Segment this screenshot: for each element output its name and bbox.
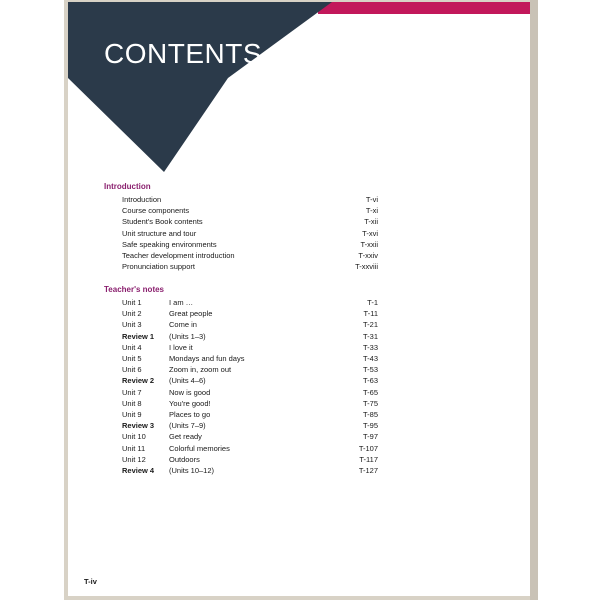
toc-unit-title: Get ready — [169, 432, 202, 442]
toc-row — [122, 454, 378, 465]
toc-entry-label: Unit structure and tour — [122, 228, 197, 238]
toc-entry-label: Introduction — [122, 195, 162, 204]
document-page — [68, 2, 530, 596]
toc-entry-label: Pronunciation support — [122, 262, 195, 272]
toc-page-number: T-21 — [362, 320, 378, 330]
toc-page-number: T-97 — [362, 432, 378, 442]
toc-unit-label: Unit 7 — [122, 387, 142, 397]
toc-row — [122, 387, 378, 398]
toc-unit-title: You're good! — [169, 398, 211, 408]
banner-shape — [68, 2, 332, 172]
toc-page-number: T-65 — [362, 387, 378, 397]
toc-page-number: T-vi — [365, 195, 378, 204]
toc-unit-title: I love it — [169, 342, 193, 352]
toc-unit-label: Unit 8 — [122, 398, 142, 408]
toc-page-number: T-1 — [367, 298, 378, 307]
page-edge-shadow — [530, 0, 538, 600]
toc-unit-label: Review 4 — [122, 466, 155, 475]
toc-row — [122, 194, 378, 205]
toc-unit-label: Unit 12 — [122, 454, 146, 464]
toc-unit-title: (Units 4–6) — [169, 376, 206, 386]
toc-row — [122, 261, 378, 272]
toc-unit-title: Come in — [169, 320, 197, 330]
toc-unit-title: Colorful memories — [169, 443, 230, 453]
toc-unit-title: Places to go — [169, 410, 211, 419]
toc-page-number: T-xxiv — [358, 251, 378, 260]
page-number: T-iv — [84, 577, 97, 586]
toc-row — [122, 216, 378, 227]
section-heading-introduction: Introduction — [104, 182, 151, 191]
toc-unit-label: Review 1 — [122, 331, 155, 341]
toc-unit-title: Mondays and fun days — [169, 354, 245, 363]
toc-unit-title: Now is good — [169, 387, 211, 397]
toc-page-number: T-43 — [362, 354, 378, 363]
toc-entry-label: Teacher development introduction — [122, 251, 235, 260]
toc-page-number: T-95 — [362, 421, 378, 431]
toc-unit-label: Unit 10 — [122, 432, 146, 442]
toc-row — [122, 228, 378, 239]
toc-page-number: T-117 — [359, 454, 378, 464]
toc-page-number: T-xxviii — [355, 262, 378, 272]
toc-row — [122, 331, 378, 342]
toc-unit-label: Unit 4 — [122, 342, 142, 352]
toc-page-number: T-33 — [362, 342, 378, 352]
toc-unit-label: Unit 2 — [122, 309, 142, 319]
toc-unit-title: I am … — [169, 298, 194, 307]
toc-page-number: T-xvi — [362, 228, 378, 238]
toc-row — [122, 364, 378, 375]
toc-unit-title: Zoom in, zoom out — [169, 365, 232, 375]
toc-row — [122, 398, 378, 409]
toc-unit-title: (Units 7–9) — [169, 421, 206, 431]
toc-unit-label: Unit 6 — [122, 365, 142, 375]
accent-stripe — [318, 2, 530, 14]
toc-page-number: T-31 — [362, 331, 378, 341]
toc-page-number: T-xxii — [360, 239, 378, 249]
toc-unit-label: Unit 3 — [122, 320, 142, 330]
toc-row — [122, 465, 378, 476]
toc-page-number: T-107 — [358, 443, 378, 453]
toc-page-number: T-127 — [358, 466, 378, 475]
toc-unit-label: Review 2 — [122, 376, 155, 386]
toc-page-number: T-85 — [362, 410, 378, 419]
toc-page-number: T-63 — [362, 376, 378, 386]
toc-row — [122, 319, 378, 330]
toc-row — [122, 205, 378, 216]
toc-page-number: T-xii — [364, 217, 378, 227]
toc-row — [122, 443, 378, 454]
toc-row — [122, 353, 378, 364]
toc-entry-label: Student's Book contents — [122, 217, 203, 227]
toc-row — [122, 375, 378, 386]
toc-unit-label: Unit 5 — [122, 354, 142, 363]
toc-unit-title: (Units 10–12) — [169, 466, 215, 475]
contents-banner — [68, 2, 530, 182]
section-heading-teachers-notes: Teacher's notes — [104, 285, 164, 294]
toc-page-number: T-11 — [363, 309, 378, 319]
toc-page-number: T-xi — [365, 206, 378, 216]
toc-row — [122, 431, 378, 442]
toc-unit-label: Unit 1 — [122, 298, 142, 307]
toc-unit-label: Unit 11 — [122, 443, 146, 453]
toc-unit-label: Unit 9 — [122, 410, 142, 419]
toc-row — [122, 420, 378, 431]
page-title: CONTENTS — [104, 38, 262, 69]
toc-unit-title: Great people — [169, 309, 213, 319]
toc-row — [122, 239, 378, 250]
toc-row — [122, 409, 378, 420]
toc-row — [122, 342, 378, 353]
toc-row — [122, 308, 378, 319]
toc-row — [122, 297, 378, 308]
toc-unit-label: Review 3 — [122, 421, 155, 431]
toc-page-number: T-75 — [362, 398, 378, 408]
toc-row — [122, 250, 378, 261]
toc-entry-label: Course components — [122, 206, 190, 216]
toc-unit-title: (Units 1–3) — [169, 331, 206, 341]
toc-unit-title: Outdoors — [169, 454, 200, 464]
toc-page-number: T-53 — [362, 365, 378, 375]
toc-entry-label: Safe speaking environments — [122, 239, 217, 249]
